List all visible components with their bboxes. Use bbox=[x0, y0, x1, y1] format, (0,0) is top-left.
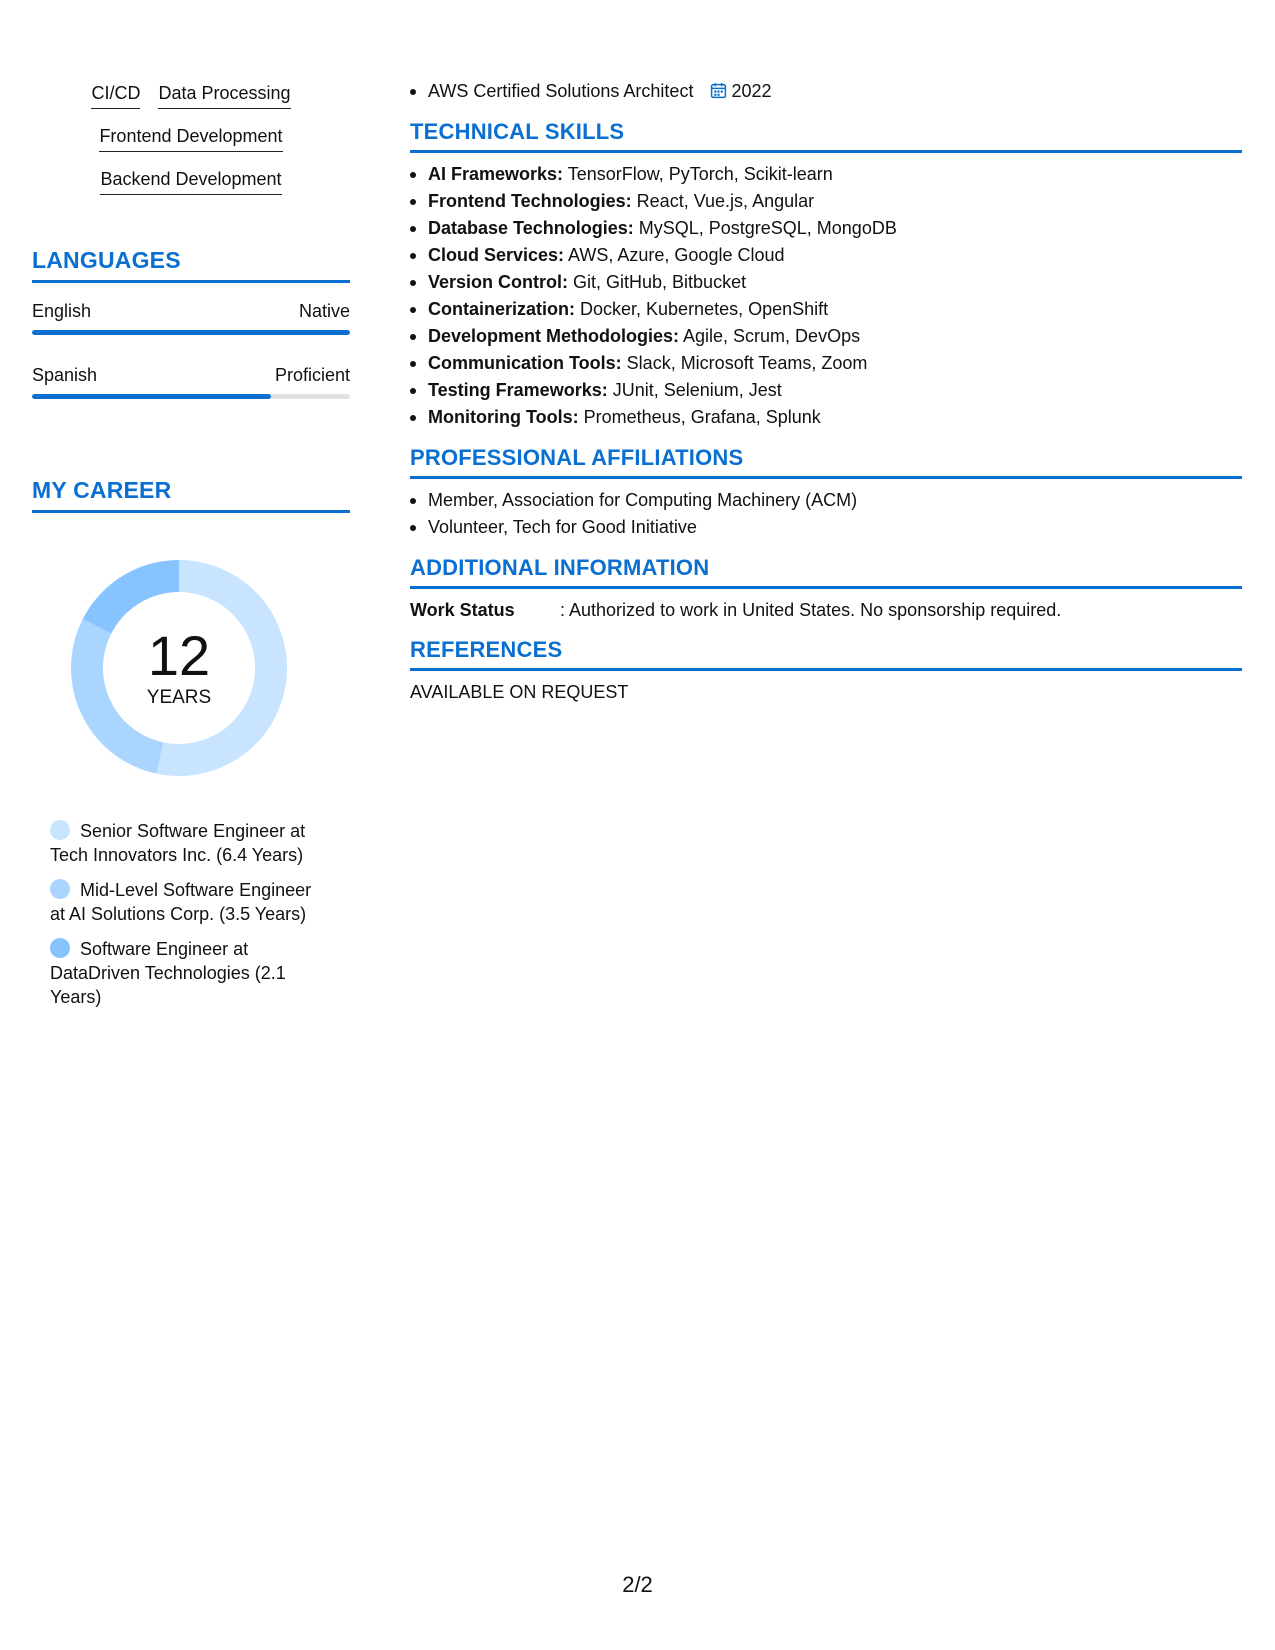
section-divider bbox=[410, 476, 1242, 479]
skill-label: Containerization: bbox=[428, 299, 575, 319]
additional-info-section bbox=[410, 555, 1242, 623]
donut-center bbox=[64, 553, 294, 783]
skill-value: JUnit, Selenium, Jest bbox=[607, 380, 782, 400]
work-status-value: : Authorized to work in United States. No sponsorship required. bbox=[560, 600, 1062, 620]
skill-value: Prometheus, Grafana, Splunk bbox=[578, 407, 821, 427]
skill-tag: Data Processing bbox=[158, 78, 290, 109]
affiliation-item: Member, Association for Computing Machinery (ACM) bbox=[410, 487, 1242, 514]
language-bar bbox=[32, 330, 350, 335]
language-bar-fill bbox=[32, 330, 350, 335]
languages-title: LANGUAGES bbox=[32, 247, 181, 273]
skill-item bbox=[410, 323, 1242, 350]
skill-label: AI Frameworks: bbox=[428, 164, 564, 184]
technical-skills-title: TECHNICAL SKILLS bbox=[410, 119, 625, 144]
certification-item bbox=[410, 78, 1242, 105]
skill-label: Database Technologies: bbox=[428, 218, 634, 238]
skill-value: TensorFlow, PyTorch, Scikit-learn bbox=[563, 164, 833, 184]
skill-label: Version Control: bbox=[428, 272, 569, 292]
skill-value: Agile, Scrum, DevOps bbox=[679, 326, 861, 346]
skill-item bbox=[410, 242, 1242, 269]
calendar-icon bbox=[710, 82, 727, 99]
skill-tag: Frontend Development bbox=[99, 121, 282, 152]
skill-label: Frontend Technologies: bbox=[428, 191, 632, 211]
page-number: 2/2 bbox=[622, 1572, 653, 1597]
skill-tags bbox=[32, 78, 350, 195]
certification-list bbox=[410, 78, 1242, 105]
language-row bbox=[32, 365, 350, 386]
skill-item bbox=[410, 377, 1242, 404]
skill-value: AWS, Azure, Google Cloud bbox=[564, 245, 785, 265]
legend-dot bbox=[50, 820, 70, 840]
career-unit: YEARS bbox=[146, 687, 212, 708]
skill-item bbox=[410, 296, 1242, 323]
language-item bbox=[32, 365, 350, 399]
legend-label: Senior Software Engineer at Tech Innovators Inc. (6.4 Years) bbox=[50, 821, 306, 865]
language-name: Spanish bbox=[32, 365, 98, 385]
skill-item bbox=[410, 404, 1242, 431]
additional-info-title: ADDITIONAL INFORMATION bbox=[410, 555, 710, 580]
skill-item bbox=[410, 350, 1242, 377]
skill-label: Testing Frameworks: bbox=[428, 380, 608, 400]
skill-value: Git, GitHub, Bitbucket bbox=[568, 272, 747, 292]
technical-skills-list bbox=[410, 161, 1242, 431]
skill-label: Cloud Services: bbox=[428, 245, 565, 265]
affiliations-list bbox=[410, 487, 1242, 541]
technical-skills-section bbox=[410, 119, 1242, 431]
language-level: Proficient bbox=[274, 365, 350, 385]
section-divider bbox=[410, 668, 1242, 671]
skill-tag: CI/CD bbox=[91, 78, 140, 109]
language-bar-fill bbox=[32, 394, 271, 399]
certification-year: 2022 bbox=[731, 81, 772, 101]
legend-item bbox=[50, 819, 320, 867]
career-legend bbox=[50, 819, 320, 1009]
language-name: English bbox=[32, 301, 92, 321]
affiliations-section bbox=[410, 445, 1242, 541]
skill-item bbox=[410, 161, 1242, 188]
skill-tag-row bbox=[52, 164, 330, 195]
legend-label: Software Engineer at DataDriven Technologies (2.1 Years) bbox=[50, 939, 286, 1007]
skill-tag: Backend Development bbox=[100, 164, 281, 195]
section-divider bbox=[32, 510, 350, 513]
legend-dot bbox=[50, 938, 70, 958]
skill-tag-row bbox=[52, 121, 330, 152]
career-section bbox=[32, 477, 350, 1009]
right-column bbox=[410, 78, 1242, 705]
career-title: MY CAREER bbox=[32, 477, 172, 503]
references-title: REFERENCES bbox=[410, 637, 563, 662]
skill-value: Slack, Microsoft Teams, Zoom bbox=[621, 353, 868, 373]
section-divider bbox=[410, 586, 1242, 589]
legend-dot bbox=[50, 879, 70, 899]
skill-tag-row bbox=[52, 78, 330, 109]
affiliations-title: PROFESSIONAL AFFILIATIONS bbox=[410, 445, 744, 470]
skill-label: Development Methodologies: bbox=[428, 326, 680, 346]
languages-section bbox=[32, 247, 350, 399]
legend-item bbox=[50, 878, 320, 926]
section-divider bbox=[32, 280, 350, 283]
language-bar bbox=[32, 394, 350, 399]
legend-item bbox=[50, 937, 320, 1009]
skill-label: Monitoring Tools: bbox=[428, 407, 579, 427]
certification-name: AWS Certified Solutions Architect bbox=[428, 81, 694, 101]
language-row bbox=[32, 301, 350, 322]
skill-item bbox=[410, 188, 1242, 215]
language-item bbox=[32, 301, 350, 335]
career-total-years: 12 bbox=[147, 624, 211, 687]
language-level: Native bbox=[298, 301, 350, 321]
work-status-row bbox=[410, 597, 1242, 623]
skill-value: MySQL, PostgreSQL, MongoDB bbox=[633, 218, 897, 238]
career-donut bbox=[64, 553, 294, 783]
legend-label: Mid-Level Software Engineer at AI Solutions Corp. (3.5 Years) bbox=[50, 880, 312, 924]
references-section bbox=[410, 637, 1242, 705]
skill-item bbox=[410, 269, 1242, 296]
work-status-label: Work Status bbox=[410, 600, 515, 620]
skill-item bbox=[410, 215, 1242, 242]
references-text: AVAILABLE ON REQUEST bbox=[410, 682, 629, 702]
skill-value: Docker, Kubernetes, OpenShift bbox=[575, 299, 829, 319]
skill-label: Communication Tools: bbox=[428, 353, 622, 373]
skill-value: React, Vue.js, Angular bbox=[631, 191, 815, 211]
affiliation-item: Volunteer, Tech for Good Initiative bbox=[410, 514, 1242, 541]
left-column bbox=[32, 78, 350, 1020]
section-divider bbox=[410, 150, 1242, 153]
